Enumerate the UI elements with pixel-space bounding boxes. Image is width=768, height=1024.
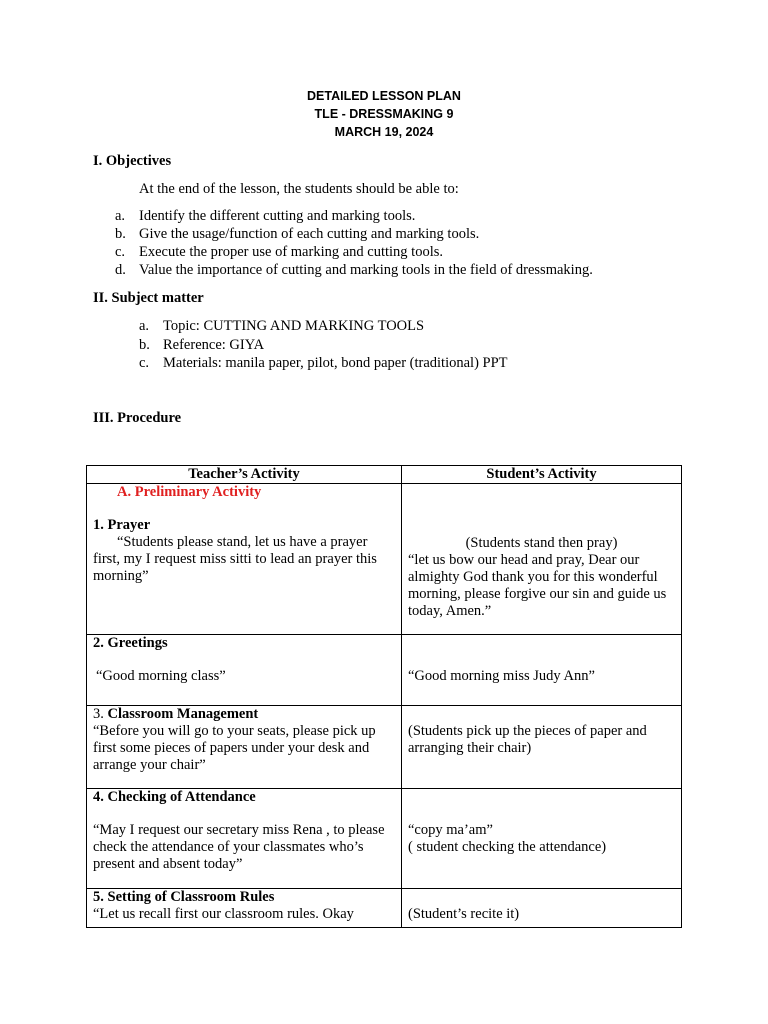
list-marker: d.: [115, 262, 126, 278]
subject-text: Topic: CUTTING AND MARKING TOOLS: [163, 318, 425, 334]
teacher-text: “May I request our secretary miss Rena , to please check the attendance of your classmates who’s present and absent today”: [93, 822, 385, 872]
list-marker: b.: [115, 226, 126, 242]
student-cell: [402, 789, 682, 889]
step-number: 3.: [93, 706, 104, 722]
teacher-text: “Students please stand, let us have a prayer first, my I request miss sitti to lead an prayer this morning”: [93, 534, 377, 584]
document-date: MARCH 19, 2024: [334, 125, 434, 139]
student-text: (Students pick up the pieces of paper and arranging their chair): [408, 723, 647, 756]
student-text: “copy ma’am”: [408, 822, 493, 838]
procedure-heading: III. Procedure: [93, 410, 182, 426]
teacher-cell: [87, 889, 402, 928]
objectives-heading: I. Objectives: [93, 153, 172, 169]
subject-item: [139, 355, 508, 372]
step-title: 5. Setting of Classroom Rules: [93, 889, 275, 905]
list-marker: c.: [115, 244, 126, 260]
objective-text: Give the usage/function of each cutting and marking tools.: [139, 226, 480, 242]
document-title: DETAILED LESSON PLAN: [307, 89, 461, 103]
list-marker: a.: [115, 208, 126, 224]
step-title: 1. Prayer: [93, 517, 151, 533]
objective-item: [115, 262, 593, 279]
list-marker: c.: [139, 355, 150, 371]
list-marker: a.: [139, 318, 150, 334]
teacher-text: “Good morning class”: [96, 668, 226, 684]
step-title-text: Classroom Management: [107, 706, 259, 722]
teacher-cell: [87, 789, 402, 889]
table-row: [87, 789, 682, 889]
table-row: [87, 635, 682, 706]
teacher-text: “Before you will go to your seats, please pick up first some pieces of papers under your desk and arrange your chair”: [93, 723, 376, 773]
student-note: (Students stand then pray): [465, 535, 618, 551]
step-title: 2. Greetings: [93, 635, 168, 651]
document-subject: TLE - DRESSMAKING 9: [314, 107, 454, 121]
procedure-table: [86, 465, 682, 928]
step-title: 4. Checking of Attendance: [93, 789, 256, 805]
student-cell: [402, 889, 682, 928]
teacher-cell: [87, 635, 402, 706]
student-text: ( student checking the attendance): [408, 839, 607, 855]
objective-text: Value the importance of cutting and marking tools in the field of dressmaking.: [139, 262, 593, 278]
section-heading: A. Preliminary Activity: [117, 484, 262, 500]
document-header: [0, 87, 768, 141]
objective-text: Execute the proper use of marking and cutting tools.: [139, 244, 444, 260]
subject-text: Materials: manila paper, pilot, bond paper (traditional) PPT: [163, 355, 508, 371]
subject-item: [139, 337, 264, 354]
table-row: [87, 706, 682, 789]
subject-matter-heading: II. Subject matter: [93, 290, 204, 306]
teacher-text: “Let us recall first our classroom rules. Okay: [93, 906, 354, 922]
table-header-row: [87, 466, 682, 484]
student-text: “Good morning miss Judy Ann”: [408, 668, 595, 684]
objective-text: Identify the different cutting and marking tools.: [139, 208, 416, 224]
subject-item: [139, 318, 424, 335]
table-row: [87, 484, 682, 635]
student-cell: [402, 706, 682, 789]
objective-item: [115, 208, 415, 225]
teacher-cell: [87, 484, 402, 635]
student-cell: [402, 635, 682, 706]
student-column-header: Student’s Activity: [402, 466, 682, 484]
step-title: [93, 706, 395, 723]
student-text: (Student’s recite it): [408, 906, 520, 922]
table-row: [87, 889, 682, 928]
student-text: “let us bow our head and pray, Dear our almighty God thank you for this wonderful morning, please forgive our sin and guide us today, Amen.”: [408, 552, 667, 619]
subject-text: Reference: GIYA: [163, 337, 265, 353]
teacher-cell: [87, 706, 402, 789]
list-marker: b.: [139, 337, 150, 353]
objective-item: [115, 226, 479, 243]
objective-item: [115, 244, 443, 261]
teacher-column-header: Teacher’s Activity: [87, 466, 402, 484]
student-cell: [402, 484, 682, 635]
objectives-intro: At the end of the lesson, the students should be able to:: [139, 181, 459, 197]
